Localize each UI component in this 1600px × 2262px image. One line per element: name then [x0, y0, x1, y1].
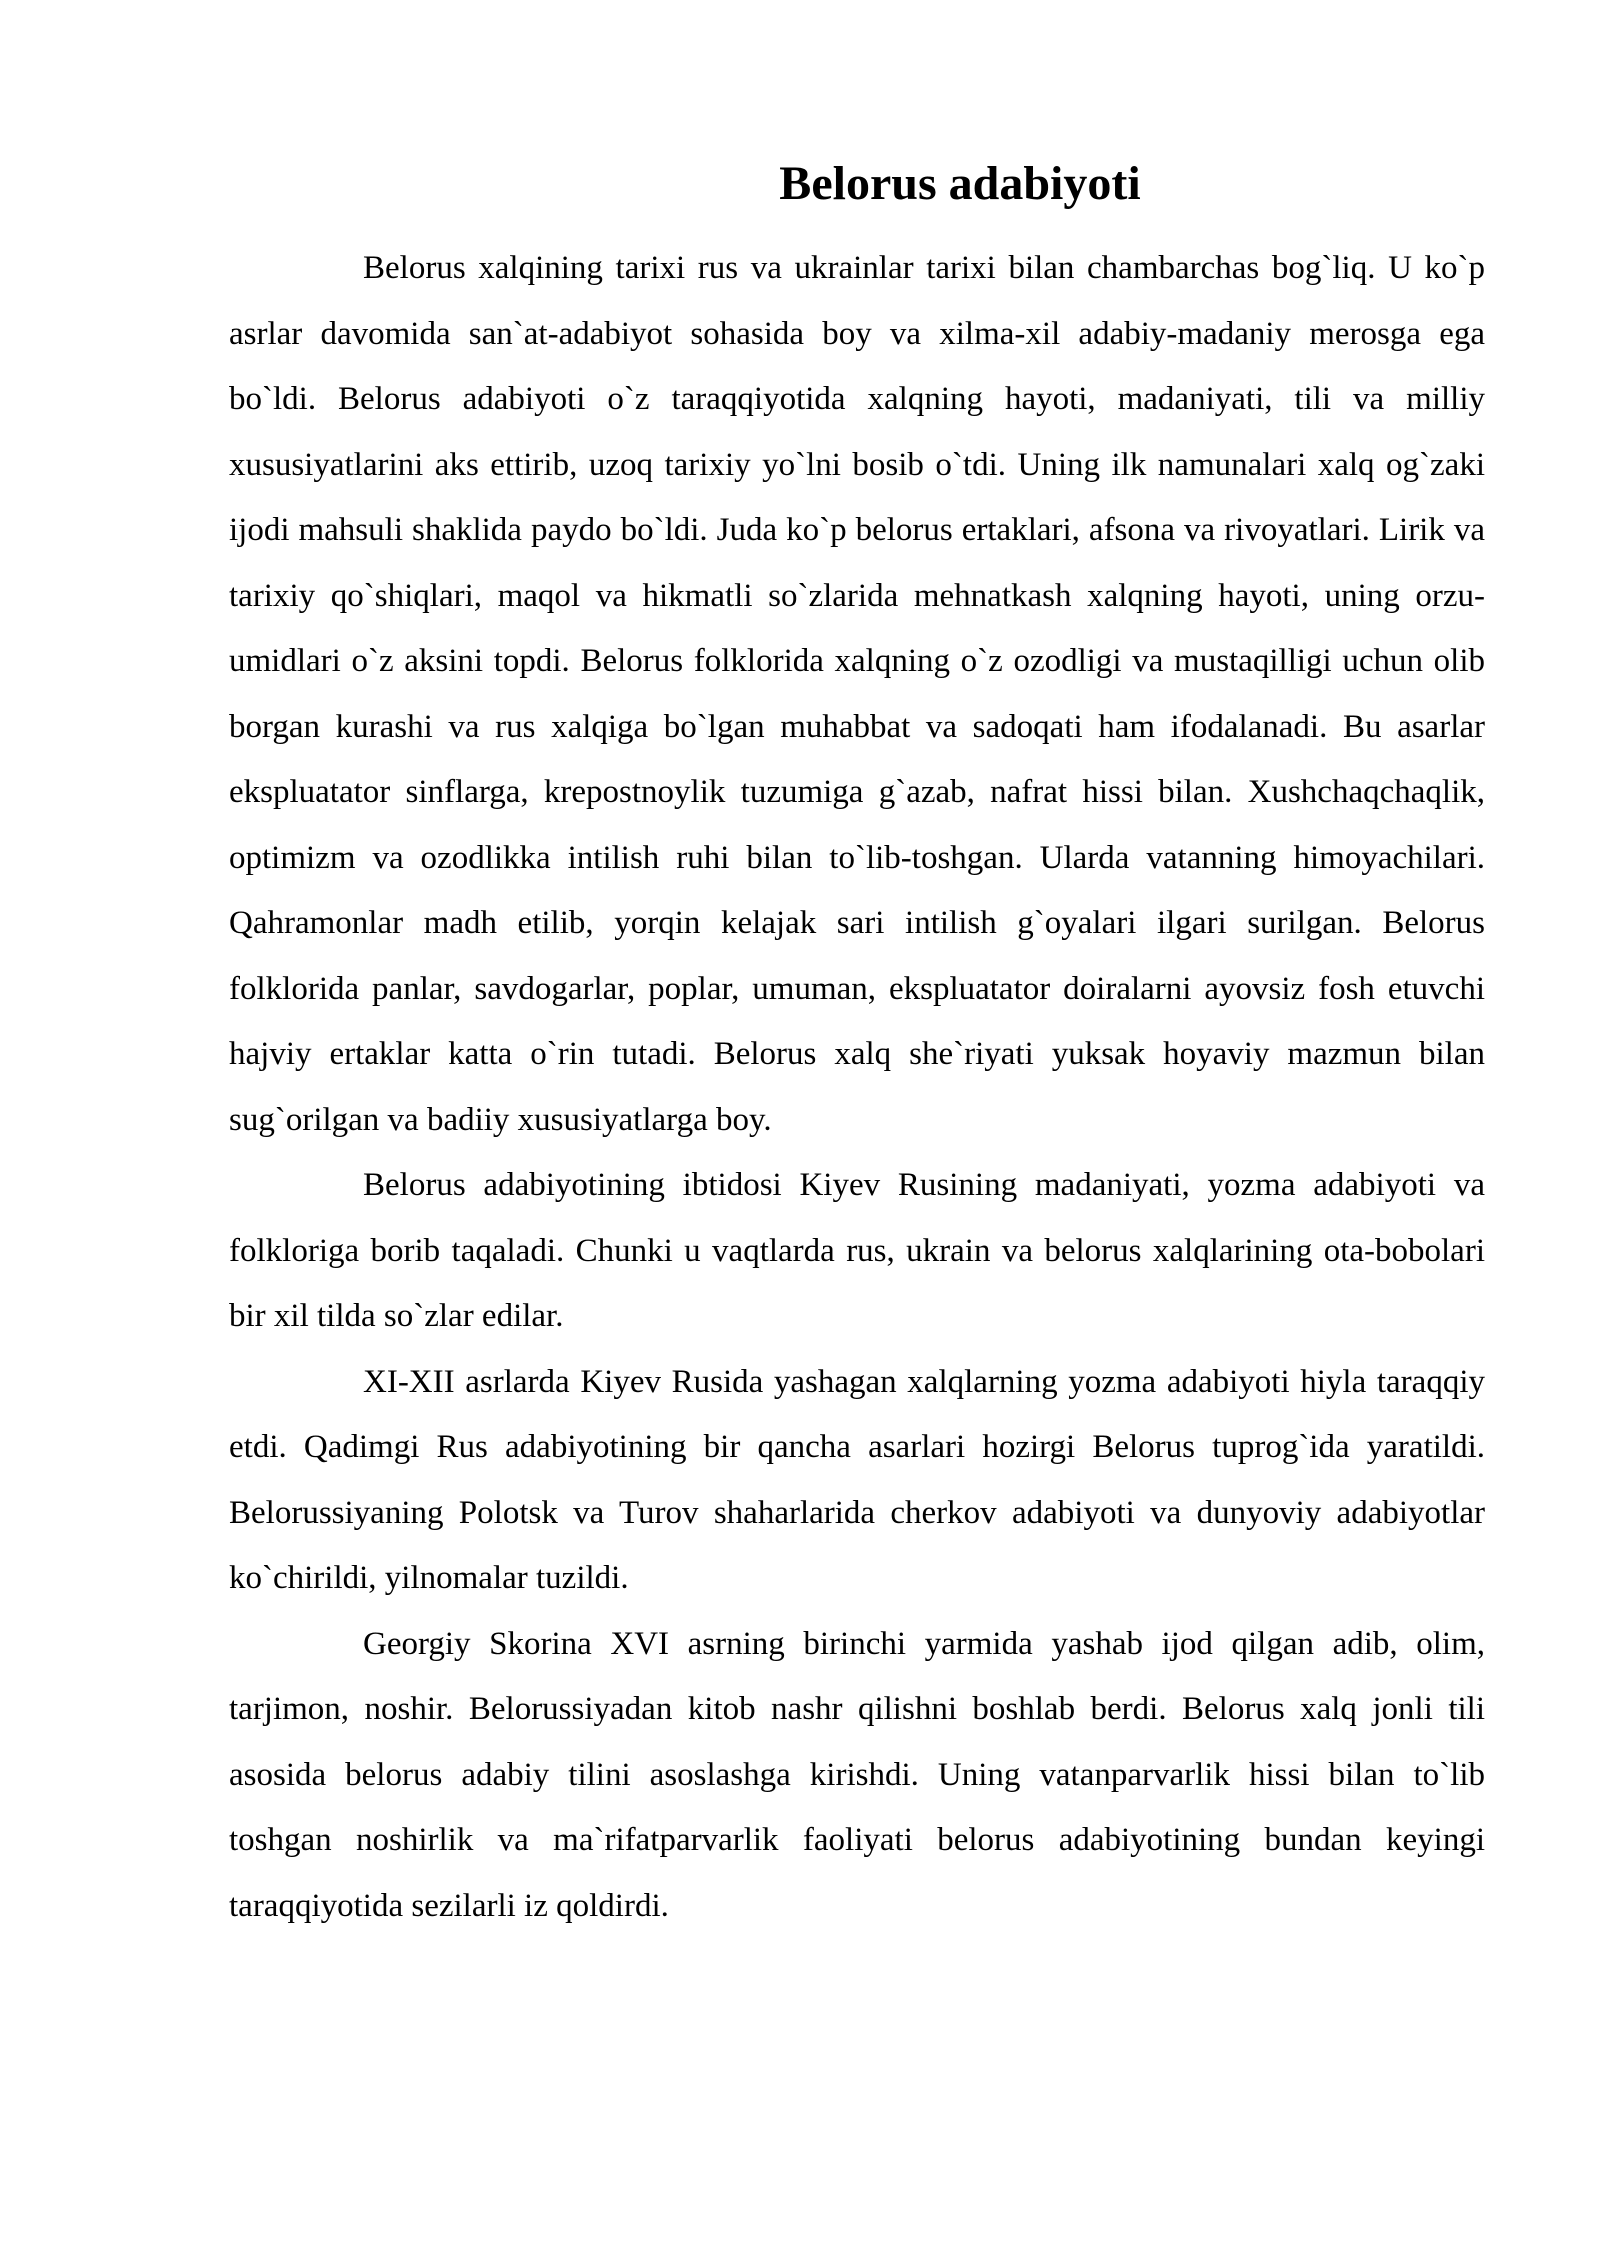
page-title: Belorus adabiyoti — [779, 157, 1141, 210]
paragraph-intro: Belorus xalqining tarixi rus va ukrainlar tarixi bilan chambarchas bog`liq. U ko`p asrlar davomida san`at-adabiyot sohasida boy va xilma-xil adabiy-madaniy merosga ega bo`ldi. Belorus adabiyoti o`z taraqqiyotida xalqning hayoti, madaniyati, tili va milliy xususiyatlarini aks ettirib, uzoq tarixiy yo`lni bosib o`tdi. Uning ilk namunalari xalq og`zaki ijodi mahsuli shaklida paydo bo`ldi. Juda ko`p belorus ertaklari, afsona va rivoyatlari. Lirik va tarixiy qo`shiqlari, maqol va hikmatli so`zlarida mehnatkash xalqning hayoti, uning orzu-umidlari o`z aksini topdi. Belorus folklorida xalqning o`z ozodligi va mustaqilligi uchun olib borgan kurashi va rus xalqiga bo`lgan muhabbat va sadoqati ham ifodalanadi. Bu asarlar ekspluatator sinflarga, krepostnoylik tuzumiga g`azab, nafrat hissi bilan. Xushchaqchaqlik, optimizm va ozodlikka intilish ruhi bilan to`lib-toshgan. Ularda vatanning himoyachilari. Qahramonlar madh etilib, yorqin kelajak sari intilish g`oyalari ilgari surilgan. Belorus folklorida panlar, savdogarlar, poplar, umuman, ekspluatator doiralarni ayovsiz fosh etuvchi hajviy ertaklar katta o`rin tutadi. Belorus xalq she`riyati yuksak hoyaviy mazmun bilan sug`orilgan va badiiy xususiyatlarga boy. — [229, 250, 1485, 1138]
paragraph-kiev-rus: XI-XII asrlarda Kiyev Rusida yashagan xalqlarning yozma adabiyoti hiyla taraqqiy etdi. Qadimgi Rus adabiyotining bir qancha asarlari hozirgi Belorus tuprog`ida yaratildi. Belorussiyaning Polotsk va Turov shaharlarida cherkov adabiyoti va dunyoviy adabiyotlar ko`chirildi, yilnomalar tuzildi. — [229, 1363, 1485, 1596]
document-body — [229, 236, 1485, 1939]
paragraph-skorina: Georgiy Skorina XVI asrning birinchi yarmida yashab ijod qilgan adib, olim, tarjimon, noshir. Belorussiyadan kitob nashr qilishni boshlab berdi. Belorus xalq jonli tili asosida belorus adabiy tilini asoslashga kirishdi. Uning vatanparvarlik hissi bilan to`lib toshgan noshirlik va ma`rifatparvarlik faoliyati belorus adabiyotining bundan keyingi taraqqiyotida sezilarli iz qoldirdi. — [229, 1625, 1485, 1924]
paragraph-origins: Belorus adabiyotining ibtidosi Kiyev Rusining madaniyati, yozma adabiyoti va folkloriga borib taqaladi. Chunki u vaqtlarda rus, ukrain va belorus xalqlarining ota-bobolari bir xil tilda so`zlar edilar. — [229, 1167, 1485, 1334]
